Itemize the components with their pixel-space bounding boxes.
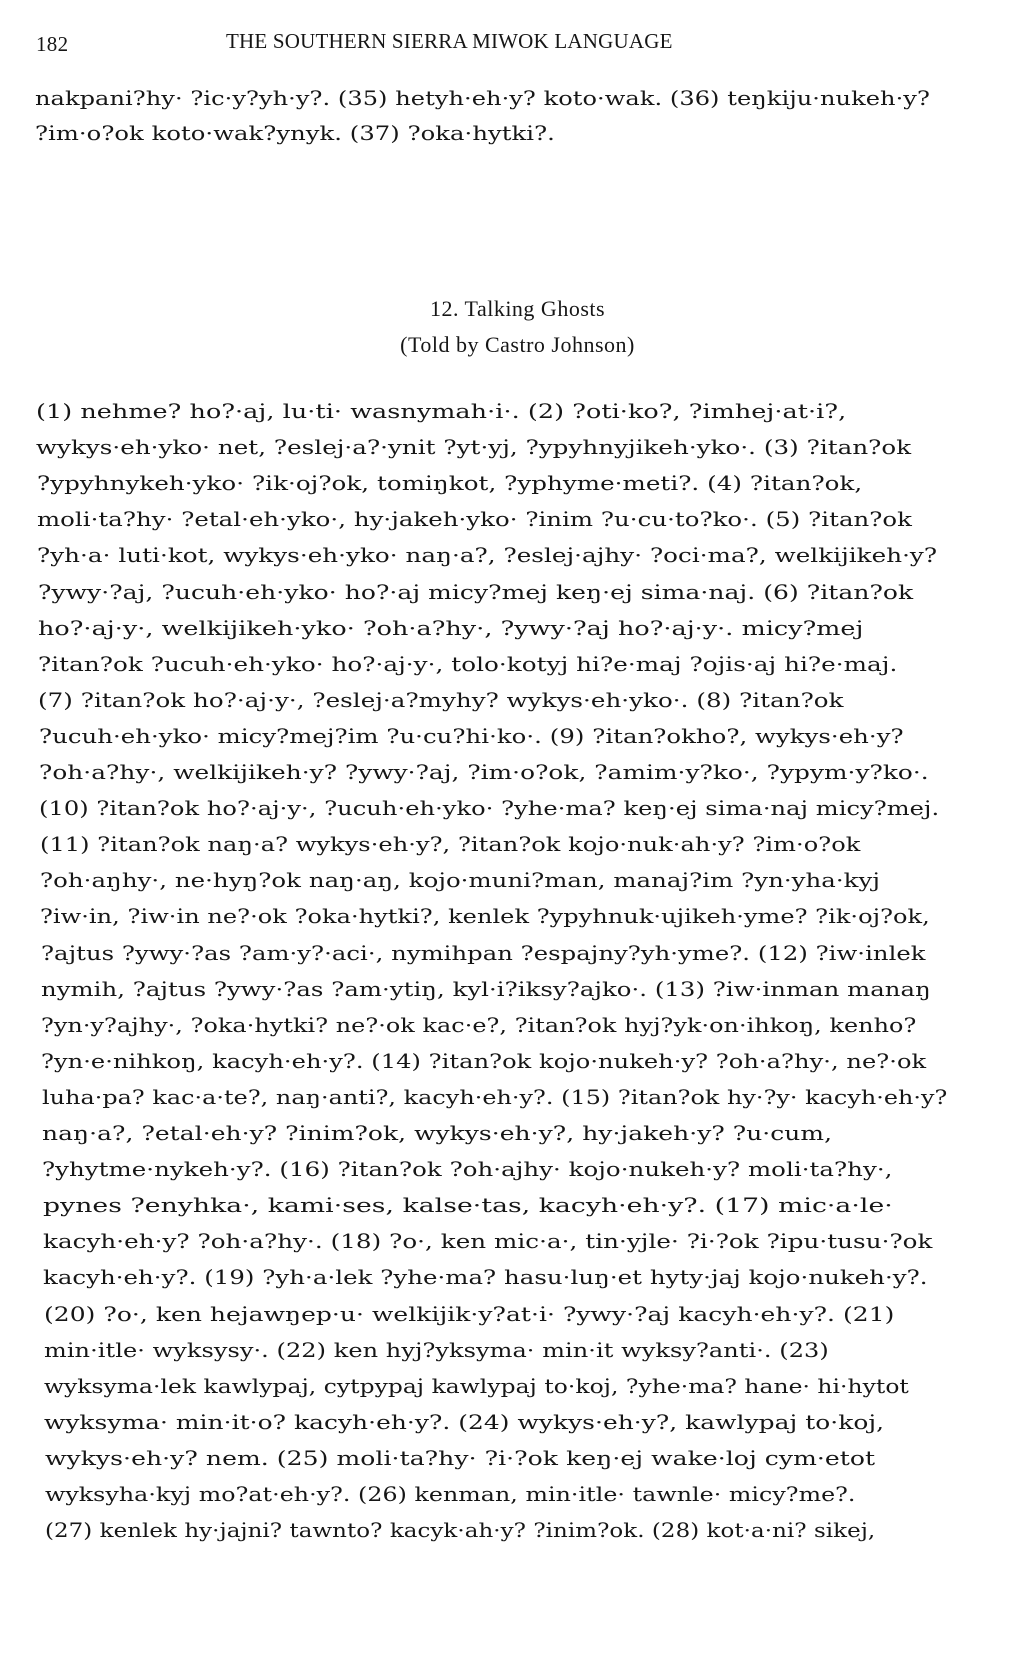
story-credit: (Told by Castro Johnson) [400,332,635,357]
text-line: ?yh·a· luti·kot, wykys·eh·yko· naŋ·a?, ?eslej·ajhy· ?oci·ma?, welkijikeh·y? [37,543,938,568]
text-line: ?yn·y?ajhy·, ?oka·hytki? ne?·ok kac·e?, ?itan?ok hyj?yk·on·ihkoŋ, kenho? [41,1012,917,1037]
text-line: ?oh·aŋhy·, ne·hyŋ?ok naŋ·aŋ, kojo·muni?man, manaj?im ?yn·yha·kyj [39,868,880,893]
text-line: wykys·eh·y? nem. (25) moli·ta?hy· ?i·?ok keŋ·ej wake·loj cym·etot [44,1445,875,1470]
text-line: ?oh·a?hy·, welkijikeh·y? ?ywy·?aj, ?im·o?ok, ?amim·y?ko·, ?ypym·y?ko·. [39,760,929,784]
text-line: ?ypyhnykeh·yko· ?ik·oj?ok, tomiŋkot, ?yphyme·meti?. (4) ?itan?ok, [36,471,862,496]
text-line: min·itle· wyksysy·. (22) ken hyj?yksyma· min·it wyksy?anti·. (23) [43,1337,829,1362]
book-title: THE SOUTHERN SIERRA MIWOK LANGUAGE [226,29,673,53]
text-line: ?yhytme·nykeh·y?. (16) ?itan?ok ?oh·ajhy· kojo·nukeh·y? moli·ta?hy·, [42,1157,893,1182]
text-line: (10) ?itan?ok ho?·aj·y·, ?ucuh·eh·yko· ?yhe·ma? keŋ·ej sima·naj micy?mej. [39,796,940,821]
text-line: ?yn·e·nihkoŋ, kacyh·eh·y?. (14) ?itan?ok kojo·nukeh·y? ?oh·a?hy·, ne?·ok [41,1048,927,1073]
text-line: ?iw·in, ?iw·in ne?·ok ?oka·hytki?, kenlek ?ypyhnuk·ujikeh·yme? ?ik·oj?ok, [40,904,931,929]
text-line: nakpani?hy· ?ic·y?yh·y?. (35) hetyh·eh·y? koto·wak. (36) teŋkiju·nukeh·y? [35,86,930,110]
text-line: (11) ?itan?ok naŋ·a? wykys·eh·y?, ?itan?ok kojo·nuk·ah·y? ?im·o?ok [39,832,860,857]
text-line: ?itan?ok ?ucuh·eh·yko· ho?·aj·y·, tolo·kotyj hi?e·maj ?ojis·aj hi?e·maj. [38,651,898,676]
text-line: ?ywy·?aj, ?ucuh·eh·yko· ho?·aj micy?mej keŋ·ej sima·naj. (6) ?itan?ok [37,579,913,604]
story-title: 12. Talking Ghosts [429,296,606,321]
text-line: (7) ?itan?ok ho?·aj·y·, ?eslej·a?myhy? wykys·eh·yko·. (8) ?itan?ok [38,687,844,712]
text-line: wyksyma·lek kawlypaj, cytpypaj kawlypaj to·koj, ?yhe·ma? hane· hi·hytot [44,1373,909,1398]
text-line: ?im·o?ok koto·wak?ynyk. (37) ?oka·hytki?. [35,121,555,145]
text-line: luha·pa? kac·a·te?, naŋ·anti?, kacyh·eh·y?. (15) ?itan?ok hy·?y· kacyh·eh·y? [41,1084,948,1109]
text-line: wykys·eh·yko· net, ?eslej·a?·ynit ?yt·yj, ?ypyhnyjikeh·yko·. (3) ?itan?ok [36,435,912,460]
text-line: ?ucuh·eh·yko· micy?mej?im ?u·cu?hi·ko·. (9) ?itan?okho?, wykys·eh·y? [38,723,904,748]
text-line: ?ajtus ?ywy·?as ?am·y?·aci·, nymihpan ?espajny?yh·yme?. (12) ?iw·inlek [40,940,926,965]
text-line: (1) nehme? ho?·aj, lu·ti· wasnymah·i·. (2) ?oti·ko?, ?imhej·at·i?, [36,399,847,423]
text-line: kacyh·eh·y? ?oh·a?hy·. (18) ?o·, ken mic·a·, tin·yjle· ?i·?ok ?ipu·tusu·?ok [42,1229,933,1254]
text-line: (20) ?o·, ken hejawŋep·u· welkijik·y?at·i· ?ywy·?aj kacyh·eh·y?. (21) [43,1301,894,1326]
text-line: kacyh·eh·y?. (19) ?yh·a·lek ?yhe·ma? hasu·luŋ·et hyty·jaj kojo·nukeh·y?. [43,1265,928,1290]
text-line: wyksyha·kyj mo?at·eh·y?. (26) kenman, min·itle· tawnle· micy?me?. [45,1482,856,1506]
text-line: pynes ?enyhka·, kami·ses, kalse·tas, kacyh·eh·y?. (17) mic·a·le· [42,1193,893,1218]
text-line: ho?·aj·y·, welkijikeh·yko· ?oh·a?hy·, ?ywy·?aj ho?·aj·y·. micy?mej [37,615,864,640]
text-line: wyksyma· min·it·o? kacyh·eh·y?. (24) wykys·eh·y?, kawlypaj to·koj, [44,1409,885,1434]
text-line: naŋ·a?, ?etal·eh·y? ?inim?ok, wykys·eh·y?, hy·jakeh·y? ?u·cum, [42,1121,833,1145]
text-line: moli·ta?hy· ?etal·eh·yko·, hy·jakeh·yko· ?inim ?u·cu·to?ko·. (5) ?itan?ok [36,507,912,532]
running-head [36,26,996,60]
page-number: 182 [36,32,69,56]
text-line: nymih, ?ajtus ?ywy·?as ?am·ytiŋ, kyl·i?iksy?ajko·. (13) ?iw·inman manaŋ [40,976,931,1001]
text-line: (27) kenlek hy·jajni? tawnto? kacyk·ah·y? ?inim?ok. (28) kot·a·ni? sikej, [45,1518,876,1543]
